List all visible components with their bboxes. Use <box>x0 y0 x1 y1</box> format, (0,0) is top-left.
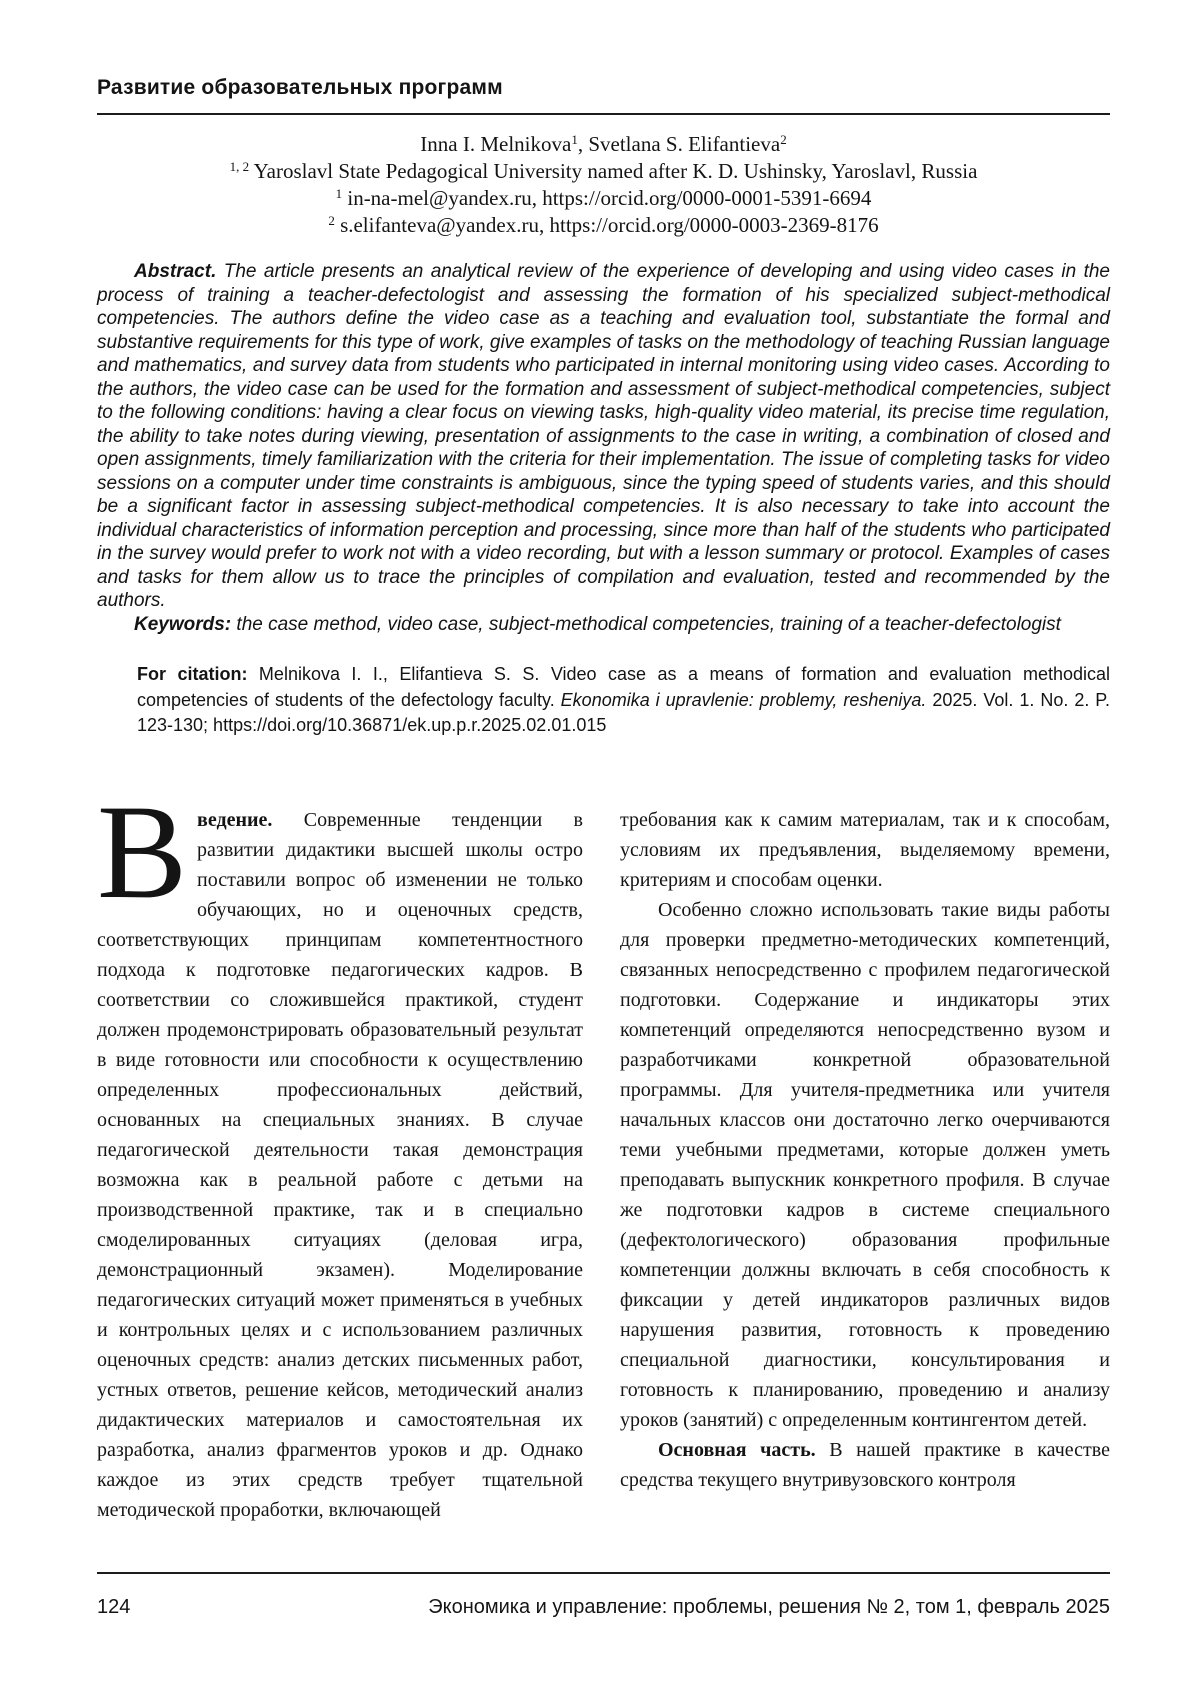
footer-rule <box>97 1572 1110 1574</box>
keywords-text: the case method, video case, subject-methodical competencies, training of a teacher-defectologist <box>231 613 1061 635</box>
email-2-and-orcid: s.elifanteva@yandex.ru, https://orcid.org/0000-0003-2369-8176 <box>334 213 879 237</box>
for-citation-label: For citation: <box>137 664 248 684</box>
abstract-text: The article presents an analytical review of the experience of developing and using video cases in the process of training a teacher-defectologist and assessing the formation of his specialized subject-methodical competencies. The authors define the video case as a teaching and evaluation tool, substantiate the formal and substantive requirements for this type of work, give examples of tasks on the methodology of teaching Russian language and mathematics, and survey data from students who participated in internal monitoring using video cases. According to the authors, the video case can be used for the formation and assessment of subject-methodical competencies, subject to the following conditions: having a clear focus on viewing tasks, high-quality video material, its precise time regulation, the ability to take notes during viewing, presentation of assignments to the case in writing, a combination of closed and open assignments, timely familiarization with the criteria for their implementation. The issue of completing tasks for video sessions on a computer under time constraints is ambiguous, since the typing speed of students varies, and this should be a significant factor in assessing subject-methodical competencies. It is also necessary to take into account the individual characteristics of information perception and processing, since more than half of the students who participated in the survey would prefer to work not with a video recording, but with a lesson summary or protocol. Examples of cases and tasks for them allow us to trace the principles of compilation and evaluation, tested and recommended by the authors. <box>97 261 1110 611</box>
abstract-paragraph <box>97 260 1110 613</box>
footer-row <box>97 1596 1110 1619</box>
citation-issue-doi: 2025. Vol. 1. No. 2. P. 123-130; https://doi.org/10.36871/ek.up.p.r.2025.02.01.015 <box>137 689 1110 735</box>
journal-issue-line: Экономика и управление: проблемы, решения № 2, том 1, февраль 2025 <box>428 1596 1110 1618</box>
author-2-contact-line <box>97 212 1110 239</box>
author-1-name: Inna I. Melnikova <box>420 132 572 156</box>
abstract-label: Abstract. <box>134 261 217 282</box>
page-number: 124 <box>97 1596 131 1618</box>
author-2-superscript: 2 <box>780 132 787 147</box>
author-1-contact-line <box>97 185 1110 212</box>
running-head: Развитие образовательных программ <box>97 76 503 99</box>
affiliation-text: Yaroslavl State Pedagogical University named after K. D. Ushinsky, Yaroslavl, Russia <box>249 159 978 183</box>
introduction-paragraph <box>97 777 583 1525</box>
abstract-and-keywords <box>97 260 1110 636</box>
article-body <box>97 777 1110 1525</box>
page-header <box>97 76 1110 115</box>
keywords-paragraph <box>97 613 1110 637</box>
main-part-paragraph <box>620 1435 1110 1495</box>
page-footer <box>97 1572 1110 1619</box>
citation-journal-title: Ekonomika i upravlenie: problemy, resheniya. <box>560 689 927 710</box>
continuation-paragraph: требования как к самим материалам, так и к способам, условиям их предъявления, выделяемому времени, критериям и способам оценки. <box>620 808 1110 891</box>
keywords-label: Keywords: <box>134 613 232 635</box>
affiliation-line <box>97 158 1110 185</box>
main-part-heading: Основная часть. <box>658 1438 816 1461</box>
paragraph-competencies: Особенно сложно использовать такие виды работы для проверки предметно-методических компетенций, связанных непосредственно с профилем педагогической подготовки. Содержание и индикаторы этих компетенций определяются непосредственно вузом и разработчиками конкретной образовательной программы. Для учителя-предметника или учителя начальных классов они достаточно легко очерчиваются теми учебными предметами, которые должен уметь преподавать выпускник конкретного профиля. В случае же подготовки кадров в системе специального (дефектологического) образования профильные компетенции должны включать в себя способность к фиксации у детей индикаторов различных видов нарушения развития, готовность к проведению специальной диагностики, консультирования и готовность к планированию, проведению и анализу уроков (занятий) с определенным контингентом детей. <box>620 898 1110 1431</box>
email-1-superscript: 1 <box>335 186 343 201</box>
drop-cap: В <box>97 777 188 927</box>
affiliation-superscript: 1, 2 <box>229 159 250 174</box>
introduction-heading: ведение. <box>197 808 273 831</box>
for-citation-block <box>137 662 1110 739</box>
main-part-text: В нашей практике в качестве средства текущего внутривузовского контроля <box>620 1438 1110 1491</box>
author-1-superscript: 1 <box>571 132 578 147</box>
authors-line <box>97 131 1110 158</box>
email-1-and-orcid: in-na-mel@yandex.ru, https://orcid.org/0000-0001-5391-6694 <box>342 186 872 210</box>
header-rule <box>97 113 1110 115</box>
body-column-left <box>97 777 583 1525</box>
body-column-right <box>620 805 1110 1525</box>
citation-text: Melnikova I. I., Elifantieva S. S. Video case as a means of formation and evaluation methodical competencies of students of the defectology faculty. <box>137 664 1110 710</box>
email-2-superscript: 2 <box>328 213 335 228</box>
introduction-text: Современные тенденции в развитии дидактики высшей школы остро поставили вопрос об изменении не только обучающих, но и оценочных средств, соответствующих принципам компетентностного подхода к подготовке педагогических кадров. В соответствии со сложившейся практикой, студент должен продемонстрировать образовательный результат в виде готовности или способности к осуществлению определенных профессиональных действий, основанных на специальных знаниях. В случае педагогической деятельности такая демонстрация возможна как в реальной работе с детьми на производственной практике, так и в специально смоделированных ситуациях (деловая игра, демонстрационный экзамен). Моделирование педагогических ситуаций может применяться в учебных и контрольных целях и с использованием различных оценочных средств: анализ детских письменных работ, устных ответов, решение кейсов, методический анализ дидактических материалов и самостоятельная их разработка, анализ фрагментов уроков и др. Однако каждое из этих средств требует тщательной методической проработки, включающей <box>97 808 583 1521</box>
authors-separator: , Svetlana S. Elifantieva <box>577 132 781 156</box>
author-block <box>97 131 1110 239</box>
